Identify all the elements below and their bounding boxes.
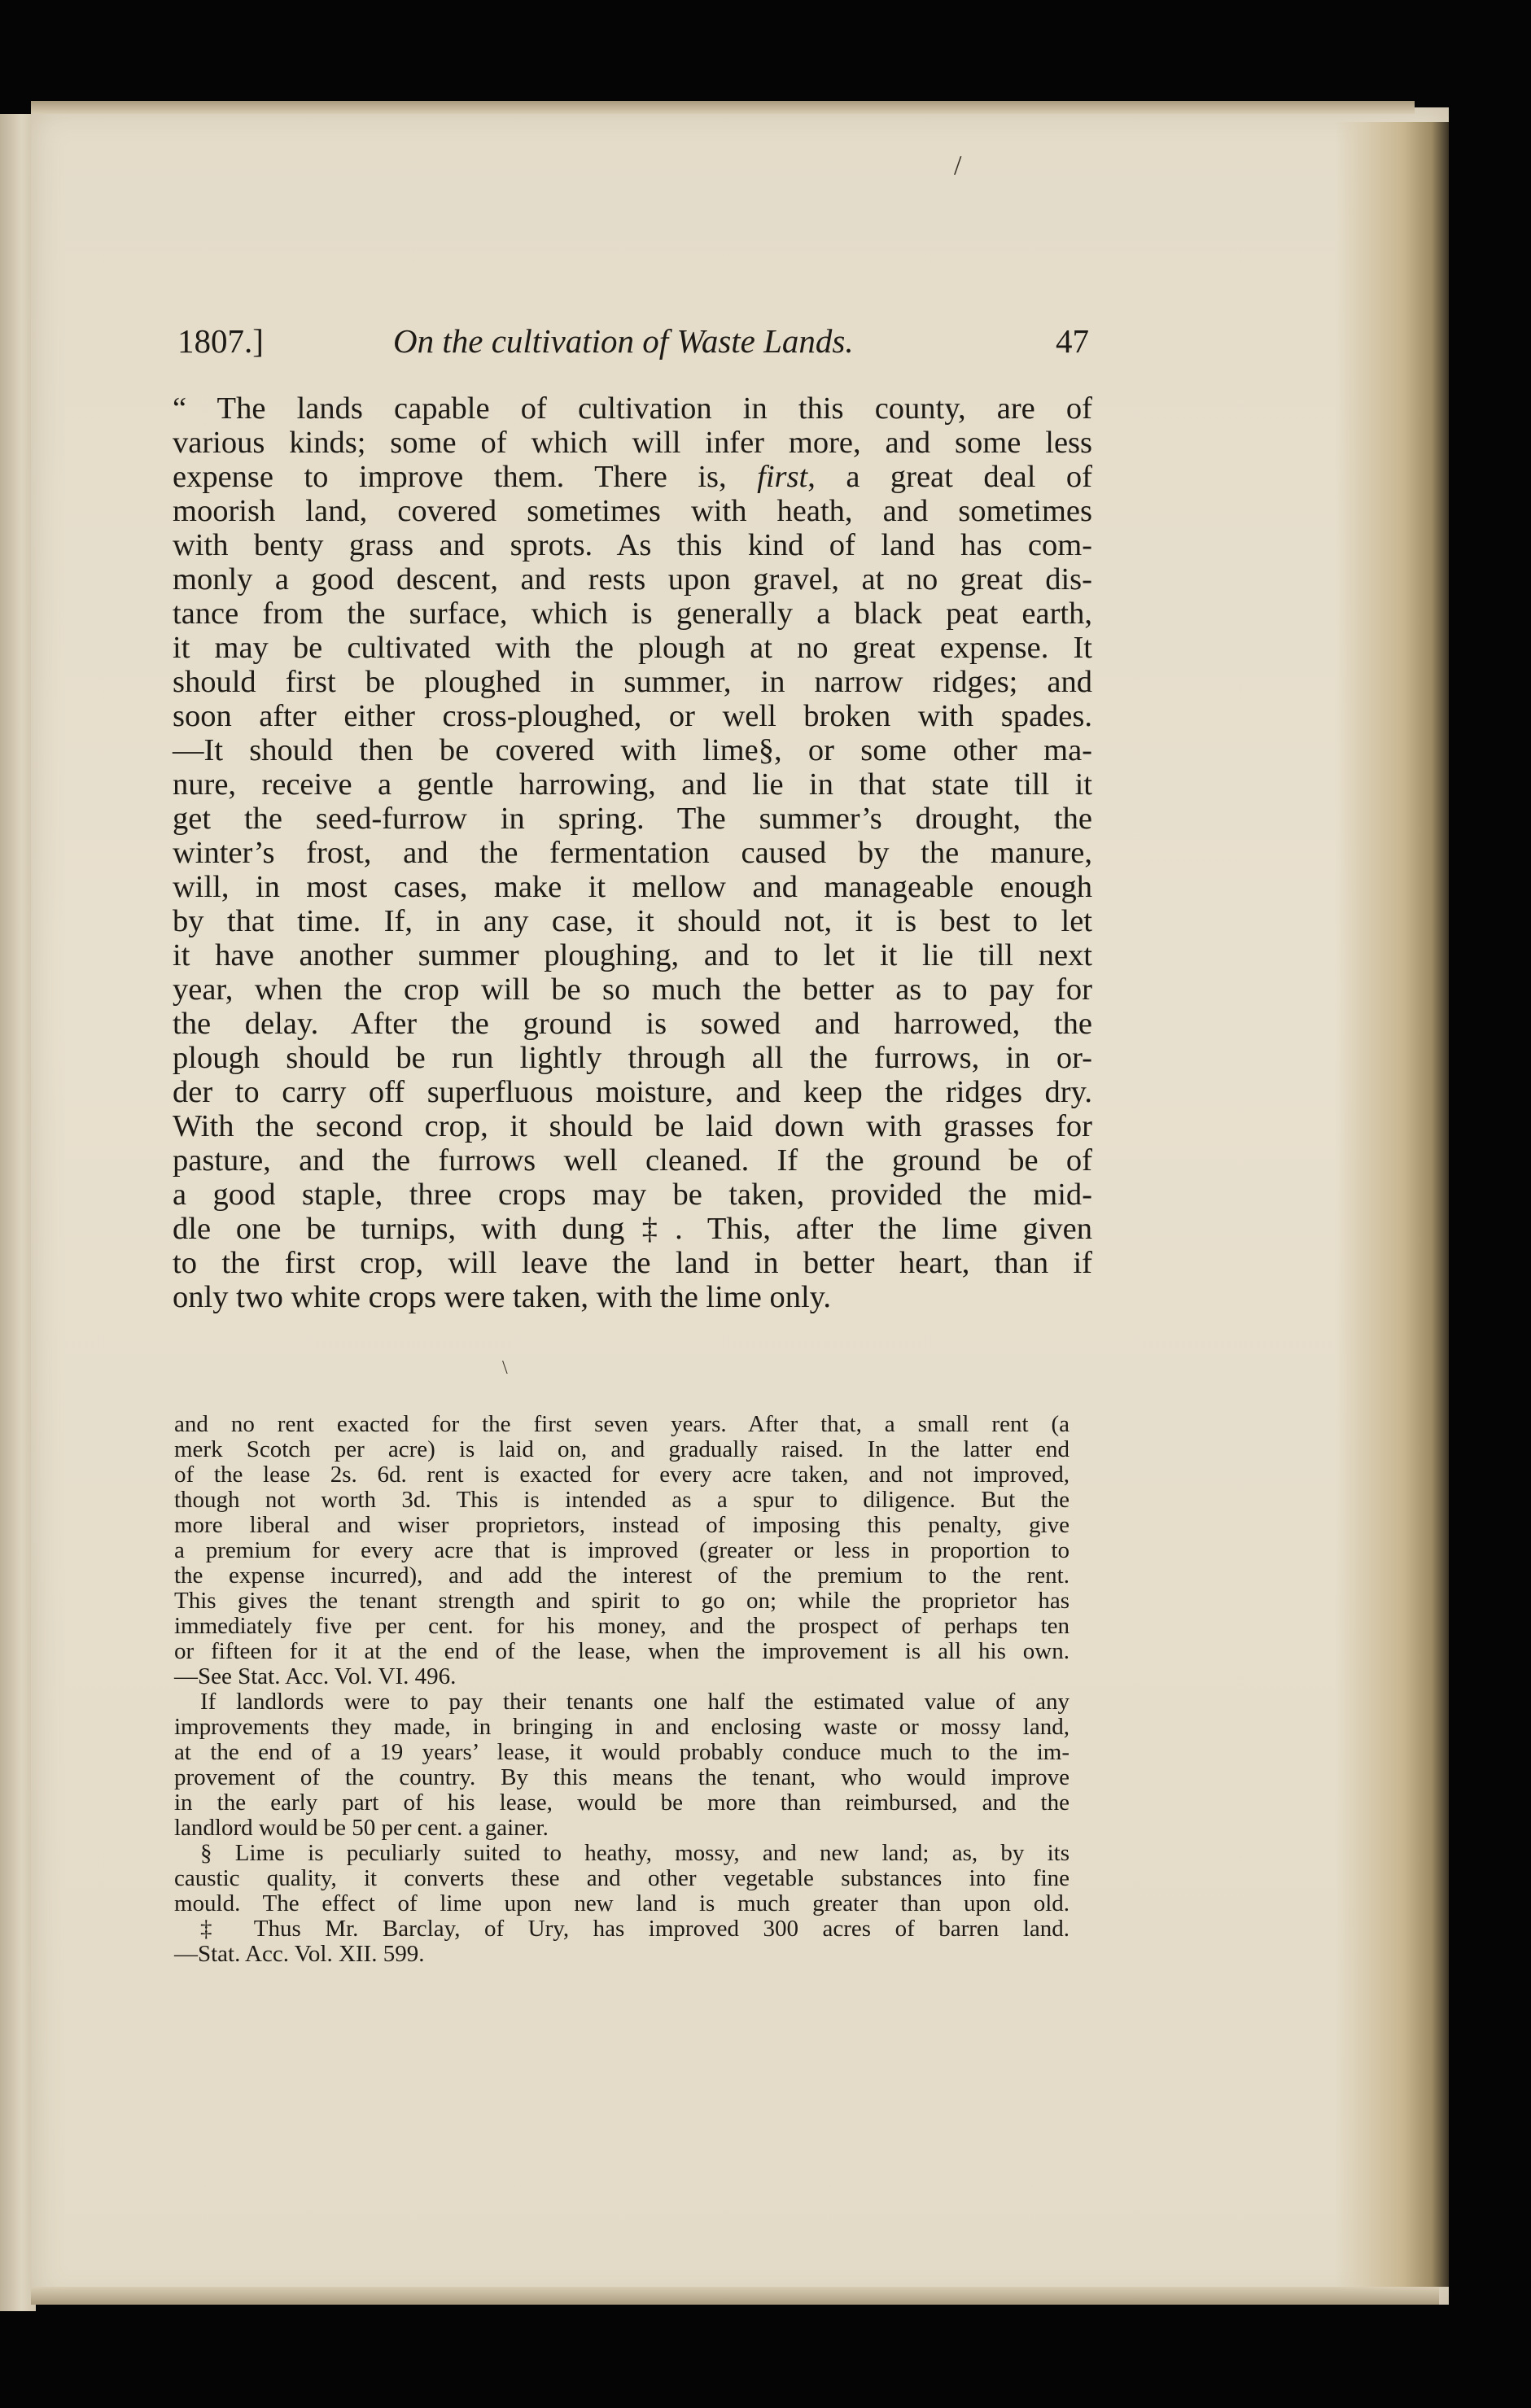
footnote-line: This gives the tenant strength and spirit to go on; while the proprietor has [174, 1588, 1070, 1614]
running-head-year: 1807.] [177, 322, 264, 360]
body-line: plough should be run lightly through all the furrows, in or- [173, 1041, 1092, 1075]
body-line: get the seed-furrow in spring. The summer’s drought, the [173, 802, 1092, 836]
footnote-line: though not worth 3d. This is intended as a spur to diligence. But the [174, 1487, 1070, 1513]
footnote-line: ‡ Thus Mr. Barclay, of Ury, has improved 300 acres of barren land. [200, 1916, 1070, 1942]
body-line: der to carry off superfluous moisture, and keep the ridges dry. [173, 1075, 1092, 1109]
footnote-line: the expense incurred), and add the interest of the premium to the rent. [174, 1562, 1070, 1589]
page-top-edge [31, 101, 1415, 114]
body-line: by that time. If, in any case, it should not, it is best to let [173, 904, 1092, 938]
body-line: winter’s frost, and the fermentation caused by the manure, [173, 836, 1092, 870]
footnote-line: a premium for every acre that is improved (greater or less in proportion to [174, 1537, 1070, 1563]
footnote-line: caustic quality, it converts these and other vegetable substances into fine [174, 1865, 1070, 1891]
footnote-line: —See Stat. Acc. Vol. VI. 496. [174, 1663, 457, 1689]
emphasis-first: first [757, 460, 808, 494]
running-head-title: On the cultivation of Waste Lands. [393, 322, 854, 360]
footnote-line: provement of the country. By this means the tenant, who would improve [174, 1764, 1070, 1790]
footnote-line: improvements they made, in bringing in and enclosing waste or mossy land, [174, 1714, 1070, 1740]
footnote-line: at the end of a 19 years’ lease, it would probably conduce much to the im- [174, 1739, 1070, 1765]
footnote-line: of the lease 2s. 6d. rent is exacted for every acre taken, and not improved, [174, 1462, 1070, 1488]
body-line [173, 461, 1092, 493]
pencil-mark: / [954, 151, 962, 181]
page-number: 47 [1056, 322, 1089, 360]
body-line: will, in most cases, make it mellow and manageable enough [173, 870, 1092, 904]
body-line: dle one be turnips, with dung‡. This, after the lime given [173, 1212, 1092, 1246]
running-head [177, 321, 1089, 370]
footnote-line: —Stat. Acc. Vol. XII. 599. [174, 1941, 425, 1967]
footnote-line: merk Scotch per acre) is laid on, and gradually raised. In the latter end [174, 1436, 1070, 1462]
body-line: monly a good descent, and rests upon gravel, at no great dis- [173, 562, 1092, 597]
body-line: with benty grass and sprots. As this kind of land has com- [173, 528, 1092, 562]
stray-mark: \ [502, 1357, 508, 1379]
footnote-line: more liberal and wiser proprietors, instead of imposing this penalty, give [174, 1512, 1070, 1538]
footnote-line: mould. The effect of lime upon new land is much greater than upon old. [174, 1890, 1070, 1916]
body-line: to the first crop, will leave the land in better heart, than if [173, 1246, 1092, 1280]
footnote-line: or fifteen for it at the end of the lease, when the improvement is all his own. [174, 1638, 1070, 1664]
body-line: moorish land, covered sometimes with heath, and sometimes [173, 494, 1092, 528]
body-line: pasture, and the furrows well cleaned. If the ground be of [173, 1143, 1092, 1178]
body-line: the delay. After the ground is sowed and harrowed, the [173, 1007, 1092, 1041]
footnote-line: If landlords were to pay their tenants one half the estimated value of any [200, 1689, 1070, 1715]
body-line: should first be ploughed in summer, in narrow ridges; and [173, 665, 1092, 699]
body-line: year, when the crop will be so much the better as to pay for [173, 972, 1092, 1007]
body-line: nure, receive a gentle harrowing, and lie in that state till it [173, 767, 1092, 802]
body-line: various kinds; some of which will infer more, and some less [173, 426, 1092, 460]
footnote-line: immediately five per cent. for his money, and the prospect of perhaps ten [174, 1613, 1070, 1639]
body-line: only two white crops were taken, with the lime only. [173, 1280, 832, 1314]
body-line: it have another summer ploughing, and to let it lie till next [173, 938, 1092, 972]
body-line: it may be cultivated with the plough at no great expense. It [173, 631, 1092, 665]
footnote-line: and no rent exacted for the first seven years. After that, a small rent (a [174, 1411, 1070, 1437]
body-line: tance from the surface, which is generally a black peat earth, [173, 597, 1092, 631]
body-line-text: expense to improve them. There is, first, a great deal of [173, 460, 1092, 494]
body-line: a good staple, three crops may be taken, provided the mid- [173, 1178, 1092, 1212]
body-line: With the second crop, it should be laid down with grasses for [173, 1109, 1092, 1143]
page-right-edge [1335, 122, 1449, 2287]
body-line: soon after either cross-ploughed, or well broken with spades. [173, 699, 1092, 733]
page-bottom-edge [31, 2287, 1439, 2305]
footnote-line: landlord would be 50 per cent. a gainer. [174, 1815, 549, 1841]
body-line: —It should then be covered with lime§, or some other ma- [173, 733, 1092, 767]
footnote-line: § Lime is peculiarly suited to heathy, mossy, and new land; as, by its [200, 1840, 1070, 1866]
footnote-line: in the early part of his lease, would be more than reimbursed, and the [174, 1790, 1070, 1816]
body-line: “ The lands capable of cultivation in this county, are of [173, 391, 1092, 426]
